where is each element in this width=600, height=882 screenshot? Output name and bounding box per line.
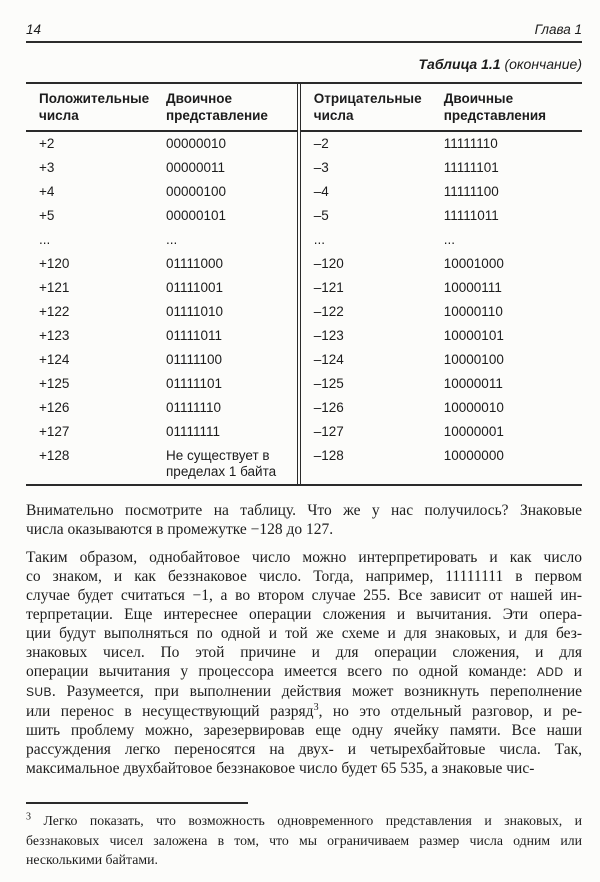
text-line (26, 548, 582, 567)
table-cell: 11111011 (443, 208, 499, 223)
text-segment: со знаком, и как беззнаковое число. Тогда, например, 11111111 в первом (26, 568, 582, 585)
table-cell: +3 (39, 160, 55, 175)
chapter-label: Глава 1 (534, 22, 582, 37)
table-row (301, 444, 582, 468)
table-cell: +126 (39, 400, 70, 415)
table-row (301, 156, 582, 180)
text-line (26, 643, 582, 662)
table-cell: –123 (313, 328, 344, 343)
table-left-half (26, 84, 297, 484)
table-cell: –126 (313, 400, 344, 415)
text-segment: числа оказываются в промежутке −128 до 127. (26, 521, 334, 538)
table-row (301, 276, 582, 300)
table-caption (26, 56, 582, 72)
table-row (26, 204, 297, 228)
table-cell: 01111010 (166, 304, 224, 319)
text-line (26, 702, 582, 721)
table-cell: 01111110 (166, 400, 222, 415)
table-header-row (26, 84, 297, 132)
text-segment: ADD (536, 665, 564, 679)
text-segment: Легко показать, что возможность одновременного представления и знаковых, и (31, 813, 582, 828)
table-cell: –124 (313, 352, 344, 367)
table-cell: –121 (313, 280, 344, 295)
table-cell: 10000101 (443, 328, 504, 343)
table-row (26, 396, 297, 420)
column-header: Положительные числа (39, 91, 150, 123)
table-row (301, 372, 582, 396)
text-segment: 3 (313, 701, 319, 713)
table-cell: 10000100 (443, 352, 504, 367)
table-cell: 11111110 (443, 136, 498, 151)
text-segment: шить проблему можно, зарезервировав еще одну ячейку памяти. Все наши (26, 722, 582, 739)
table-cell: 00000100 (166, 184, 227, 199)
text-segment: несколькими байтами. (26, 852, 158, 867)
running-head (26, 22, 582, 43)
table-row (26, 132, 297, 156)
text-segment: , но это отдельный разговор, и ре- (318, 703, 582, 720)
text-line (26, 605, 582, 624)
table-cell: Не существует в пределах 1 байта (166, 448, 277, 479)
table-cell: +123 (39, 328, 70, 343)
text-segment: терпретации. Еще интереснее операции сложения и вычитания. Эти опера- (26, 606, 582, 623)
table-cell: –2 (313, 136, 329, 151)
table-cell: –128 (313, 448, 344, 463)
column-header: Отрицательные числа (313, 91, 422, 123)
table-cell: –4 (313, 184, 329, 199)
table-cell: ... (443, 232, 456, 247)
text-segment: Таким образом, однобайтовое число можно интерпретировать и как число (26, 549, 582, 566)
table-row (301, 228, 582, 252)
table-body-right (301, 132, 582, 468)
table-cell: +120 (39, 256, 70, 271)
table-cell: ... (313, 232, 326, 247)
text-segment: знаковых чисел. По этой причине и для операции сложения, и для (26, 644, 582, 661)
table-row (26, 252, 297, 276)
table-cell: 10000000 (443, 448, 504, 463)
table-cell: +128 (39, 448, 70, 463)
text-line (26, 721, 582, 740)
table-body-left (26, 132, 297, 484)
table-cell: 01111001 (166, 280, 224, 295)
text-line (26, 740, 582, 759)
table-header-row (301, 84, 582, 132)
text-segment: SUB (26, 685, 52, 699)
page-number: 14 (26, 22, 42, 37)
body-paragraph (26, 501, 582, 539)
table-cell: –5 (313, 208, 329, 223)
table-row (26, 372, 297, 396)
table-cell: 10000111 (443, 280, 502, 295)
footnote-separator (26, 802, 248, 804)
table-caption-number: Таблица 1.1 (418, 56, 501, 72)
table-row (26, 444, 297, 484)
table-cell: 10001000 (443, 256, 504, 271)
table-cell: 01111111 (166, 424, 221, 439)
text-line (26, 501, 582, 520)
text-segment: или перенос в несуществующий разряд (26, 703, 314, 720)
text-segment: максимальное двухбайтовое беззнаковое число будет 65 535, а знаковые чис- (26, 760, 535, 777)
column-header: Двоичные представления (443, 91, 547, 123)
text-segment: ции будут выполняться по одной и той же схеме и для знаковых, и для без- (26, 625, 582, 642)
table-cell: ... (166, 232, 178, 247)
table-cell: 01111011 (166, 328, 223, 343)
table-cell: +121 (39, 280, 70, 295)
table-cell: –120 (313, 256, 344, 271)
text-line (26, 567, 582, 586)
table-row (301, 324, 582, 348)
table-caption-note: (окончание) (504, 56, 582, 72)
text-line (26, 811, 582, 831)
text-line (26, 520, 582, 539)
table-cell: 11111100 (443, 184, 499, 199)
text-line (26, 831, 582, 851)
table-row (301, 348, 582, 372)
text-segment: беззнаковых чисел заложена в том, что мы ограничиваем размер числа одним или (26, 832, 582, 848)
text-line (26, 624, 582, 643)
table-cell: 00000011 (166, 160, 226, 175)
table-row (26, 420, 297, 444)
table-cell: +2 (39, 136, 55, 151)
text-segment: рассуждения легко переносятся на двух- и четырехбайтовые числа. Так, (26, 741, 582, 758)
table-cell: –122 (313, 304, 344, 319)
text-line (26, 759, 582, 778)
table-cell: 10000011 (443, 376, 503, 391)
table-row (301, 420, 582, 444)
table-cell: +5 (39, 208, 55, 223)
signed-numbers-table (26, 82, 582, 486)
table-row (26, 348, 297, 372)
text-segment: Внимательно посмотрите на таблицу. Что же у нас получилось? Знаковые (26, 502, 582, 519)
table-cell: 10000001 (443, 424, 504, 439)
table-cell: 10000010 (443, 400, 504, 415)
text-segment: операции вычитания у процессора имеется всего по одной команде: (26, 663, 537, 680)
table-cell: 00000010 (166, 136, 227, 151)
table-cell: 00000101 (166, 208, 227, 223)
table-cell: +122 (39, 304, 70, 319)
table-cell: 10000110 (443, 304, 503, 319)
table-row (26, 324, 297, 348)
table-cell: ... (39, 232, 51, 247)
table-row (301, 180, 582, 204)
table-row (26, 156, 297, 180)
body-paragraph (26, 548, 582, 778)
text-line (26, 662, 582, 682)
table-row (26, 228, 297, 252)
table-cell: –3 (313, 160, 329, 175)
text-line (26, 586, 582, 605)
text-line (26, 850, 582, 870)
table-cell: 01111101 (166, 376, 223, 391)
table-cell: –125 (313, 376, 344, 391)
table-row (301, 300, 582, 324)
table-cell: +4 (39, 184, 55, 199)
footnote (26, 811, 582, 870)
text-segment: 3 (26, 811, 31, 823)
table-cell: 11111101 (443, 160, 499, 175)
table-cell: +125 (39, 376, 70, 391)
column-header: Двоичное представление (166, 91, 268, 123)
table-cell: +124 (39, 352, 70, 367)
table-row (301, 204, 582, 228)
table-cell: 01111000 (166, 256, 224, 271)
table-cell: –127 (313, 424, 344, 439)
table-row (301, 396, 582, 420)
table-row (26, 180, 297, 204)
text-segment: и (563, 663, 582, 680)
table-row (26, 300, 297, 324)
text-segment: случае будет считаться −1, а во втором случае 255. Все зависит от нашей ин- (26, 587, 582, 604)
text-line (26, 682, 582, 702)
table-row (26, 276, 297, 300)
table-cell: +127 (39, 424, 70, 439)
table-cell: 01111100 (166, 352, 223, 367)
table-right-half (297, 84, 582, 484)
table-row (301, 252, 582, 276)
text-segment: . Разумеется, при выполнении действия может возникнуть переполнение (51, 683, 582, 700)
table-row (301, 132, 582, 156)
